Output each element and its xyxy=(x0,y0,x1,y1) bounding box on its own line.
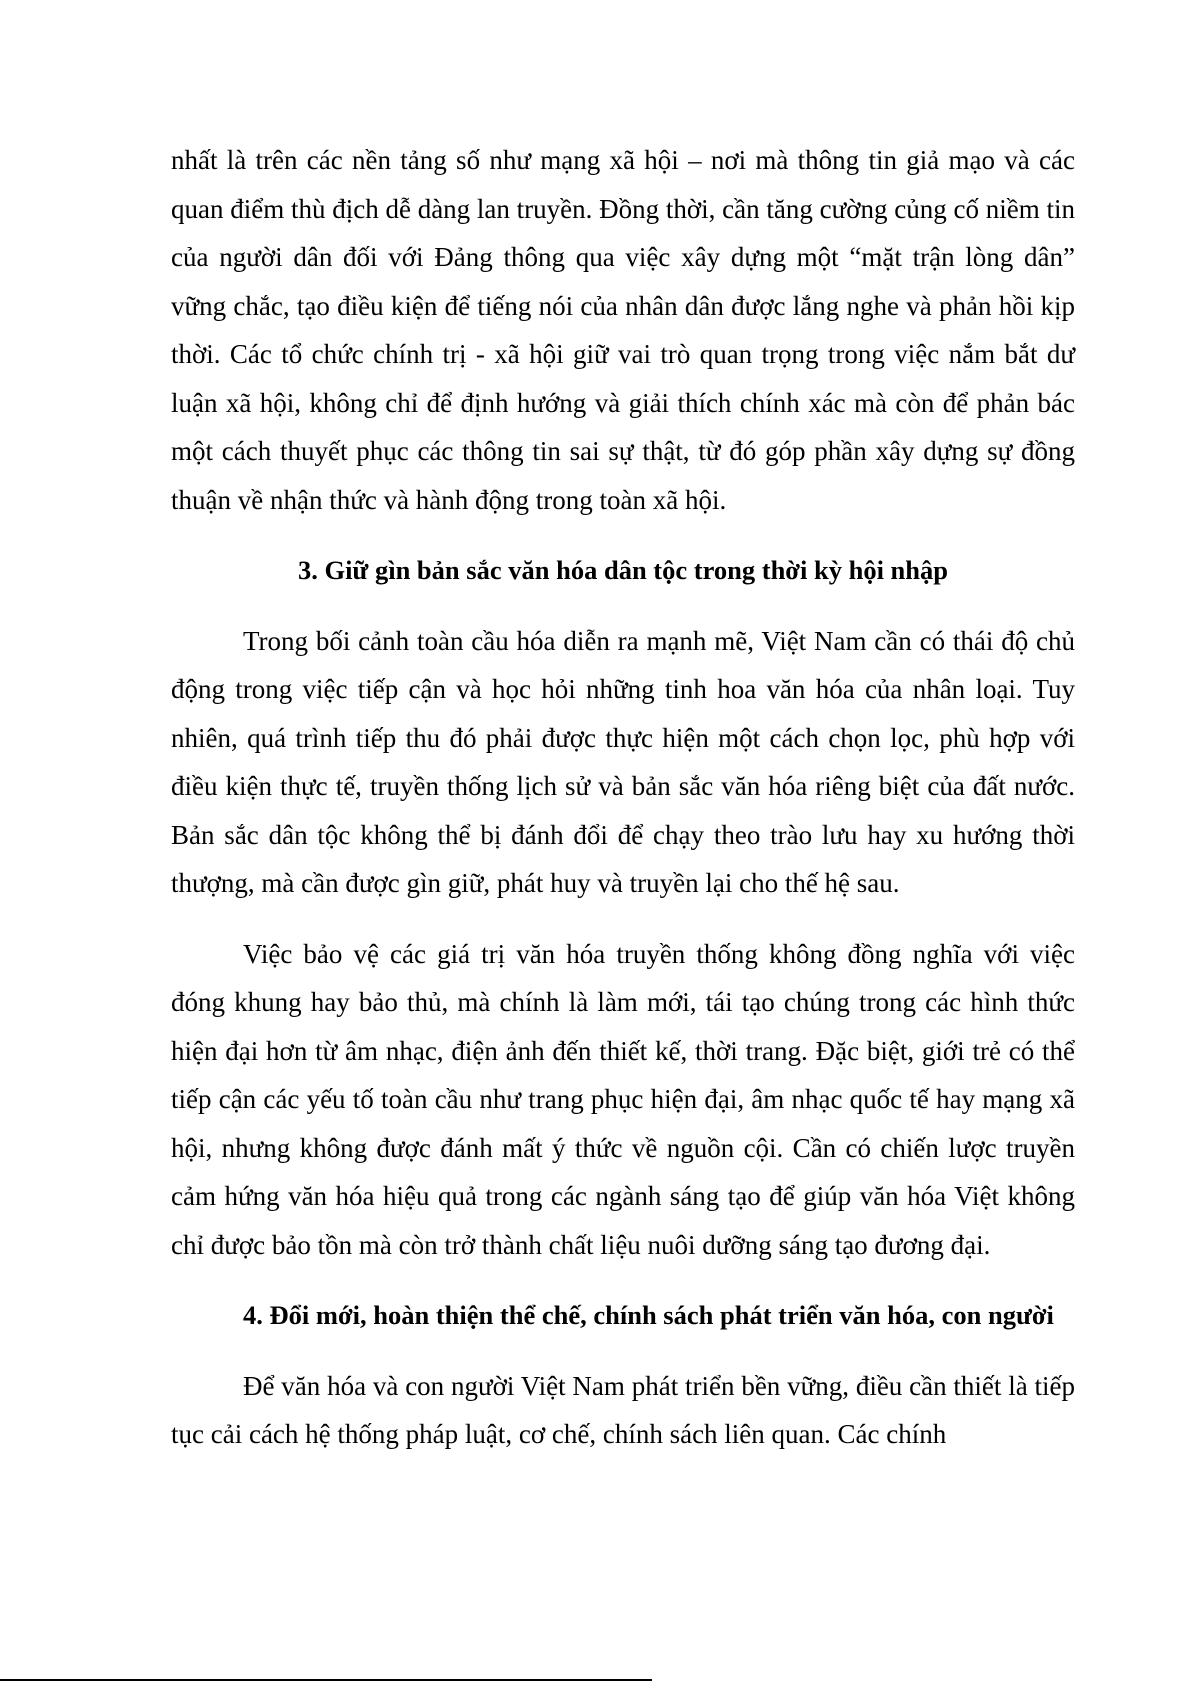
intro-paragraph: nhất là trên các nền tảng số như mạng xã hội – nơi mà thông tin giả mạo và các quan điểm thù địch dễ dàng lan truyền. Đồng thời, cần tăng cường củng cố niềm tin của người dân đối với Đảng thông qua việc xây dựng một “mặt trận lòng dân” vững chắc, tạo điều kiện để tiếng nói của nhân dân được lắng nghe và phản hồi kịp thời. Các tổ chức chính trị - xã hội giữ vai trò quan trọng trong việc nắm bắt dư luận xã hội, không chỉ để định hướng và giải thích chính xác mà còn để phản bác một cách thuyết phục các thông tin sai sự thật, từ đó góp phần xây dựng sự đồng thuận về nhận thức và hành động trong toàn xã hội. xyxy=(171,145,1075,515)
section-3-paragraph-1: Trong bối cảnh toàn cầu hóa diễn ra mạnh mẽ, Việt Nam cần có thái độ chủ động trong việc tiếp cận và học hỏi những tinh hoa văn hóa của nhân loại. Tuy nhiên, quá trình tiếp thu đó phải được thực hiện một cách chọn lọc, phù hợp với điều kiện thực tế, truyền thống lịch sử và bản sắc văn hóa riêng biệt của đất nước. Bản sắc dân tộc không thể bị đánh đổi để chạy theo trào lưu hay xu hướng thời thượng, mà cần được gìn giữ, phát huy và truyền lại cho thế hệ sau. xyxy=(171,625,1075,898)
section-3-paragraph-2: Việc bảo vệ các giá trị văn hóa truyền thống không đồng nghĩa với việc đóng khung hay bảo thủ, mà chính là làm mới, tái tạo chúng trong các hình thức hiện đại hơn từ âm nhạc, điện ảnh đến thiết kế, thời trang. Đặc biệt, giới trẻ có thể tiếp cận các yếu tố toàn cầu như trang phục hiện đại, âm nhạc quốc tế hay mạng xã hội, nhưng không được đánh mất ý thức về nguồn cội. Cần có chiến lược truyền cảm hứng văn hóa hiệu quả trong các ngành sáng tạo để giúp văn hóa Việt không chỉ được bảo tồn mà còn trở thành chất liệu nuôi dưỡng sáng tạo đương đại. xyxy=(171,938,1075,1260)
document-body xyxy=(171,136,1075,1459)
section-4-heading: 4. Đổi mới, hoàn thiện thể chế, chính sách phát triển văn hóa, con người xyxy=(243,1300,1054,1330)
section-3-heading: 3. Giữ gìn bản sắc văn hóa dân tộc trong thời kỳ hội nhập xyxy=(297,555,949,585)
section-4-paragraph-1: Để văn hóa và con người Việt Nam phát triển bền vững, điều cần thiết là tiếp tục cải cách hệ thống pháp luật, cơ chế, chính sách liên quan. Các chính xyxy=(171,1370,1075,1449)
footnote-divider xyxy=(0,1679,652,1681)
